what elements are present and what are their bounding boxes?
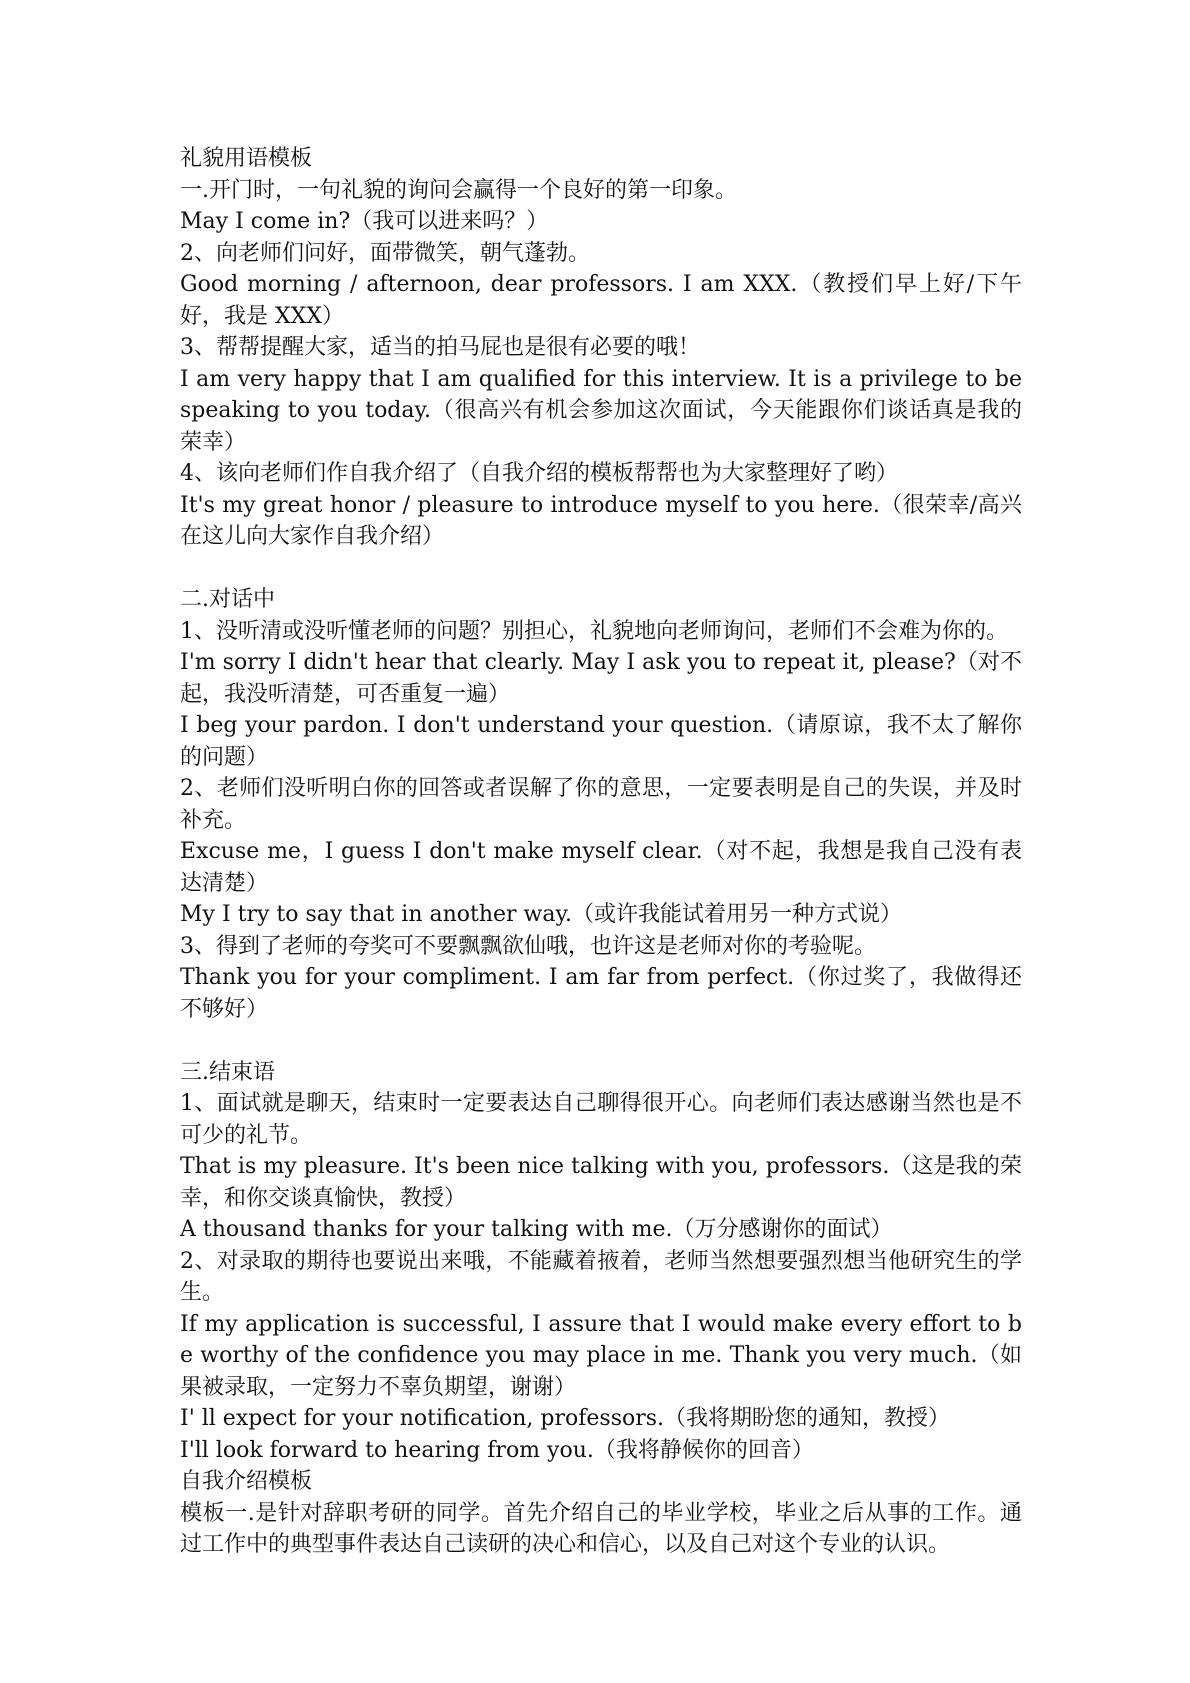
phrase-line: A thousand thanks for your talking with me.（万分感谢你的面试） <box>180 1217 893 1242</box>
phrase-line: I am very happy that I am qualified for this interview. It is a privilege to be speaking to you today.（很高兴有机会参加这次面试，今天能跟你们谈话真是我的荣幸） <box>180 366 1022 455</box>
tip-line: 3、得到了老师的夸奖可不要飘飘欲仙哦，也许这是老师对你的考验呢。 <box>180 933 876 959</box>
phrase-line: I'm sorry I didn't hear that clearly. May I ask you to repeat it, please?（对不起，我没听清楚，可否重复一遍） <box>180 650 1022 707</box>
phrase-line: I' ll expect for your notification, professors.（我将期盼您的通知，教授） <box>180 1406 951 1431</box>
tip-line: 1、面试就是聊天，结束时一定要表达自己聊得很开心。向老师们表达感谢当然也是不可少的礼节。 <box>180 1091 1022 1148</box>
blank-line <box>180 553 1022 585</box>
phrase-line: Excuse me，I guess I don't make myself clear.（对不起，我想是我自己没有表达清楚） <box>180 839 1022 896</box>
tip-line: 2、向老师们问好，面带微笑，朝气蓬勃。 <box>180 240 590 266</box>
phrase-line: Good morning / afternoon, dear professors. I am XXX.（教授们早上好/下午好，我是 XXX） <box>180 272 1022 329</box>
template-one-paragraph: 模板一.是针对辞职考研的同学。首先介绍自己的毕业学校，毕业之后从事的工作。通过工作中的典型事件表达自己读研的决心和信心，以及自己对这个专业的认识。 <box>180 1500 1022 1557</box>
phrase-line: That is my pleasure. It's been nice talking with you, professors.（这是我的荣幸，和你交谈真愉快，教授） <box>180 1154 1022 1211</box>
phrase-line: It's my great honor / pleasure to introduce myself to you here.（很荣幸/高兴在这儿向大家作自我介绍） <box>180 492 1022 549</box>
phrase-line: May I come in?（我可以进来吗？） <box>180 209 549 234</box>
phrase-line: I beg your pardon. I don't understand your question.（请原谅，我不太了解你的问题） <box>180 713 1022 770</box>
tip-line: 3、帮帮提醒大家，适当的拍马屁也是很有必要的哦！ <box>180 335 700 360</box>
phrase-line: My I try to say that in another way.（或许我能试着用另一种方式说） <box>180 902 902 927</box>
tip-line: 1、没听清或没听懂老师的问题？别担心，礼貌地向老师询问，老师们不会难为你的。 <box>180 618 1008 644</box>
heading-conversation: 二.对话中 <box>180 587 275 612</box>
phrase-line: If my application is successful, I assure that I would make every effort to be worthy of the confidence you may place in me. Thank you very much.（如果被录取，一定努力不辜负期望，谢谢） <box>180 1311 1022 1400</box>
section-title-etiquette-template: 礼貌用语模板 <box>180 146 313 171</box>
section-title-self-intro-template: 自我介绍模板 <box>180 1469 313 1494</box>
heading-closing: 三.结束语 <box>180 1059 275 1085</box>
phrase-line: Thank you for your compliment. I am far from perfect.（你过奖了，我做得还不够好） <box>180 965 1022 1022</box>
document-body <box>180 143 1022 1561</box>
tip-line: 4、该向老师们作自我介绍了（自我介绍的模板帮帮也为大家整理好了哟） <box>180 461 898 486</box>
phrase-line: I'll look forward to hearing from you.（我将静候你的回音） <box>180 1437 814 1463</box>
blank-line <box>180 1025 1022 1057</box>
tip-line: 2、对录取的期待也要说出来哦，不能藏着掖着，老师当然想要强烈想当他研究生的学生。 <box>180 1248 1022 1305</box>
heading-opening: 一.开门时，一句礼貌的询问会赢得一个良好的第一印象。 <box>180 177 737 203</box>
tip-line: 2、老师们没听明白你的回答或者误解了你的意思，一定要表明是自己的失误，并及时补充。 <box>180 776 1022 833</box>
